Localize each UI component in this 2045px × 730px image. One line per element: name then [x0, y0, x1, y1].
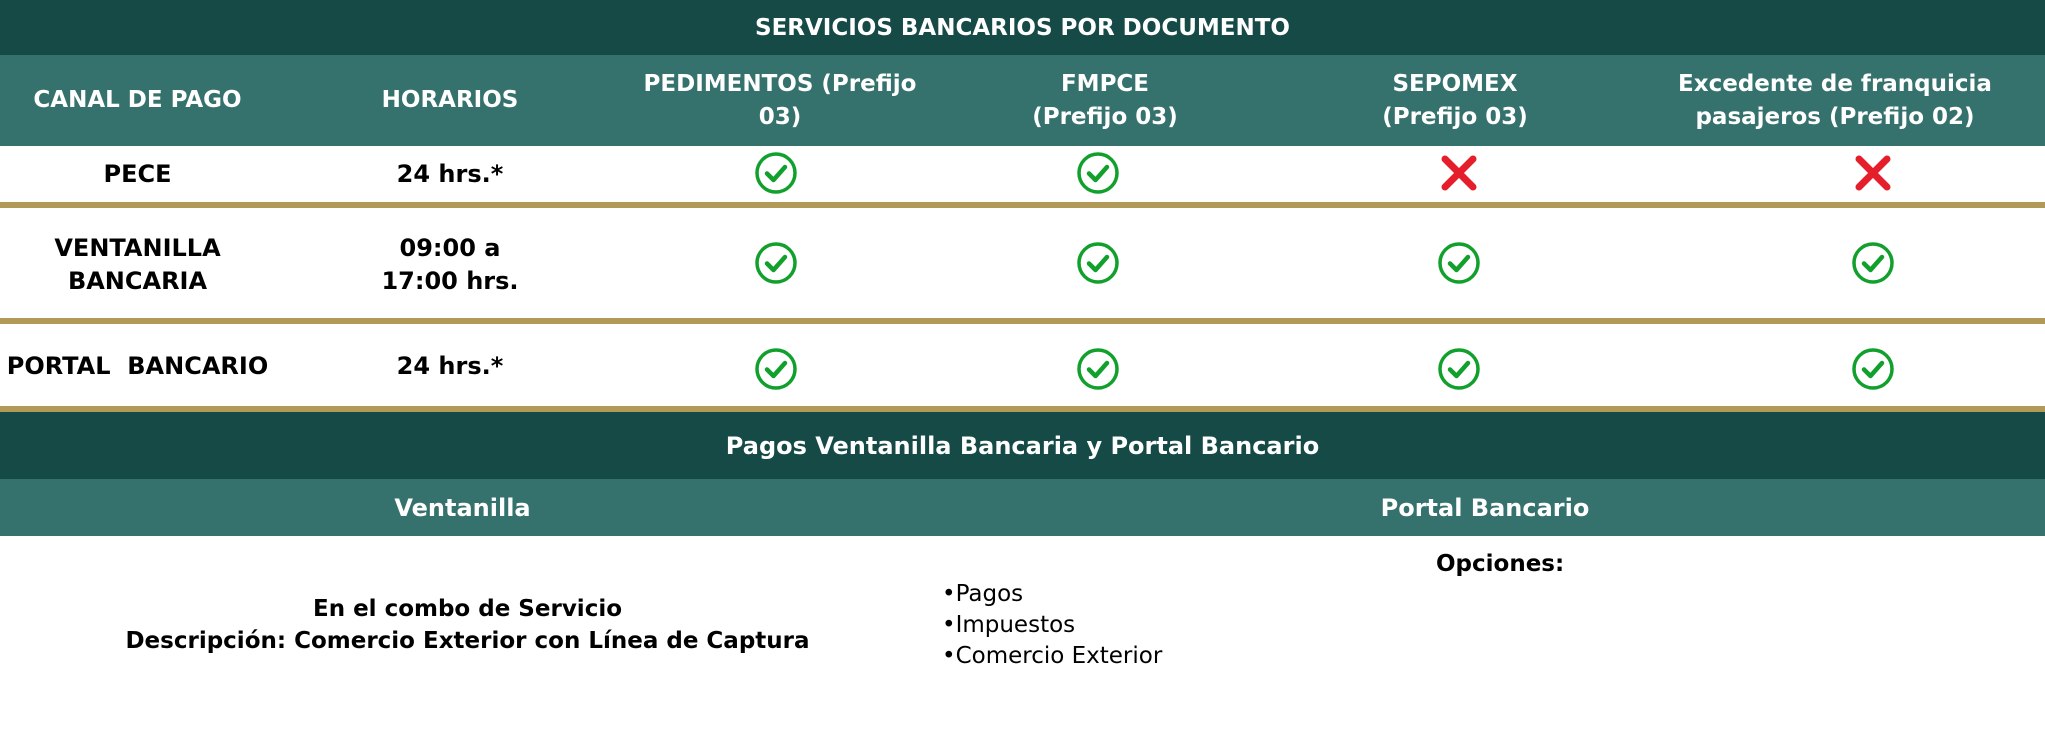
row-separator [0, 318, 2045, 324]
check-circle-icon [1076, 151, 1120, 195]
header-canal-de-pago: CANAL DE PAGO [33, 87, 242, 113]
header-fmpce [980, 55, 1230, 146]
portal-option-comercio-exterior: •Comercio Exterior [942, 643, 1163, 669]
cross-icon [1851, 151, 1895, 195]
header-excedente [1640, 55, 2030, 146]
cross-icon [1437, 151, 1481, 195]
portal-bancario-label: Portal Bancario [1380, 493, 1590, 522]
row-ventanilla-canal-line1: VENTANILLA [54, 233, 221, 262]
check-circle-icon [754, 151, 798, 195]
header-excedente-line2: pasajeros (Prefijo 02) [1695, 103, 1975, 130]
check-circle-icon [1851, 241, 1895, 285]
row-ventanilla-horario-line2: 17:00 hrs. [381, 266, 519, 295]
check-circle-icon [1076, 241, 1120, 285]
check-circle-icon [754, 347, 798, 391]
header-horarios: HORARIOS [381, 87, 519, 113]
row-portal-canal: PORTAL BANCARIO [6, 351, 269, 380]
row-portal-horario: 24 hrs.* [396, 351, 504, 380]
row-pece-canal: PECE [103, 159, 172, 188]
header-fmpce-line1: FMPCE [1060, 70, 1150, 97]
header-sepomex-line2: (Prefijo 03) [1382, 103, 1528, 130]
portal-options-label: Opciones: [1436, 551, 1565, 577]
header-pedimentos-line1: PEDIMENTOS (Prefijo [643, 70, 917, 97]
payments-subheader-row [0, 479, 2045, 536]
header-pedimentos [600, 55, 960, 146]
portal-option-pagos: •Pagos [942, 581, 1024, 607]
check-circle-icon [1851, 347, 1895, 391]
check-circle-icon [1076, 347, 1120, 391]
header-excedente-line1: Excedente de franquicia [1678, 70, 1992, 97]
row-ventanilla-horario-line1: 09:00 a [399, 233, 501, 262]
row-ventanilla-horario [325, 208, 575, 321]
row-ventanilla-canal [0, 208, 275, 321]
header-sepomex-line1: SEPOMEX [1392, 70, 1518, 97]
payments-section-title: Pagos Ventanilla Bancaria y Portal Bancario [0, 412, 2045, 479]
ventanilla-instructions-line1: En el combo de Servicio [312, 596, 623, 622]
ventanilla-label: Ventanilla [394, 493, 531, 522]
row-ventanilla-canal-line2: BANCARIA [67, 266, 208, 295]
check-circle-icon [1437, 241, 1481, 285]
check-circle-icon [1437, 347, 1481, 391]
portal-option-impuestos: •Impuestos [942, 612, 1076, 638]
header-pedimentos-line2: 03) [758, 103, 802, 130]
header-sepomex [1330, 55, 1580, 146]
row-separator [0, 202, 2045, 208]
row-pece-horario: 24 hrs.* [396, 159, 504, 188]
services-table-title: SERVICIOS BANCARIOS POR DOCUMENTO [0, 0, 2045, 55]
ventanilla-instructions [0, 590, 935, 660]
ventanilla-instructions-line2: Descripción: Comercio Exterior con Línea de Captura [125, 628, 810, 654]
check-circle-icon [754, 241, 798, 285]
header-fmpce-line2: (Prefijo 03) [1032, 103, 1178, 130]
